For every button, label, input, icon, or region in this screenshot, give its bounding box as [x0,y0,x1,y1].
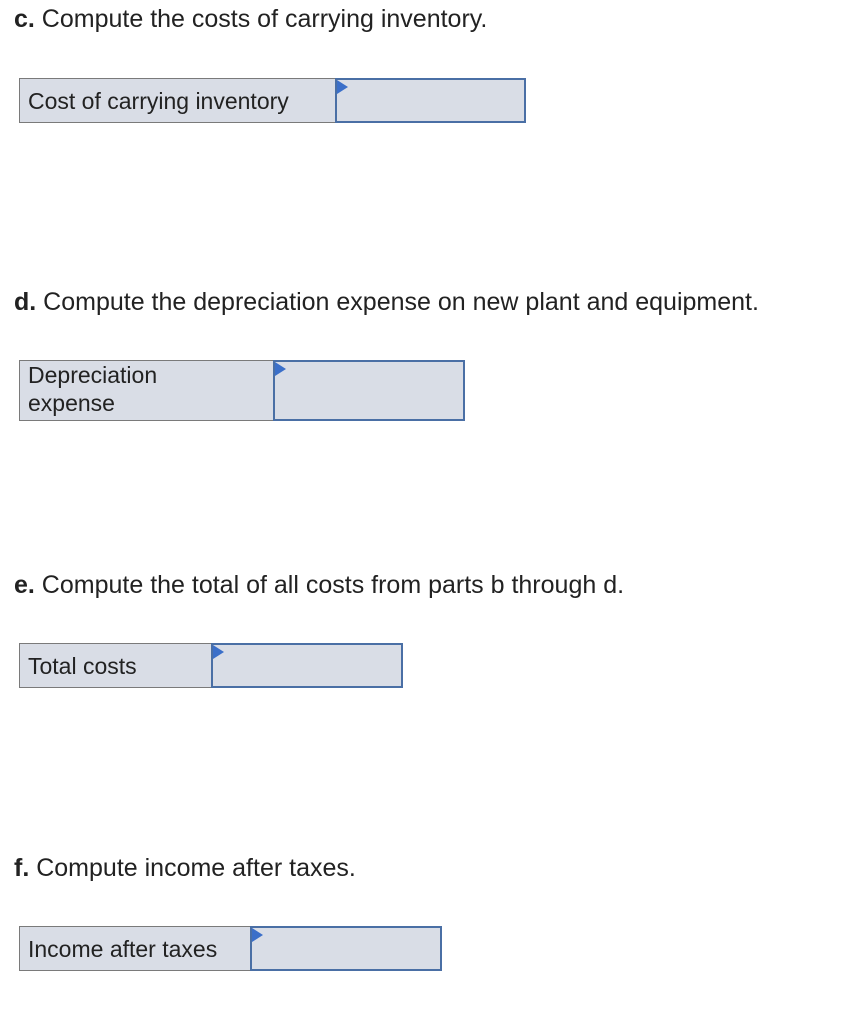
cost-of-carrying-inventory-cell[interactable] [335,78,526,123]
question-e-prompt [14,570,624,600]
question-e-letter: e. [14,571,35,599]
question-d-prompt [14,287,759,317]
question-c-prompt [14,4,487,34]
income-after-taxes-cell[interactable] [250,926,442,971]
cost-of-carrying-inventory-row [19,78,526,123]
question-f-text: Compute income after taxes. [29,854,356,882]
depreciation-expense-row [19,360,465,421]
cost-of-carrying-inventory-label: Cost of carrying inventory [19,78,335,123]
flag-icon [337,80,348,94]
depreciation-expense-label-line2: expense [28,389,115,416]
income-after-taxes-input[interactable] [252,928,440,969]
depreciation-expense-input[interactable] [275,362,463,419]
total-costs-cell[interactable] [211,643,403,688]
question-f-letter: f. [14,854,30,882]
income-after-taxes-label: Income after taxes [19,926,250,971]
question-c-text: Compute the costs of carrying inventory. [34,5,488,33]
total-costs-row [19,643,403,688]
question-c-letter: c. [14,5,35,33]
depreciation-expense-cell[interactable] [273,360,465,421]
total-costs-input[interactable] [213,645,401,686]
total-costs-label: Total costs [19,643,211,688]
depreciation-expense-label [19,360,273,421]
question-d-letter: d. [14,288,37,316]
cost-of-carrying-inventory-input[interactable] [337,80,524,121]
income-after-taxes-row [19,926,442,971]
flag-icon [252,928,263,942]
question-f-prompt [14,853,356,883]
depreciation-expense-label-line1: Depreciation [28,361,158,388]
flag-icon [275,362,286,376]
question-e-text: Compute the total of all costs from parts b through d. [34,571,625,599]
question-d-text: Compute the depreciation expense on new plant and equipment. [36,288,759,316]
flag-icon [213,645,224,659]
